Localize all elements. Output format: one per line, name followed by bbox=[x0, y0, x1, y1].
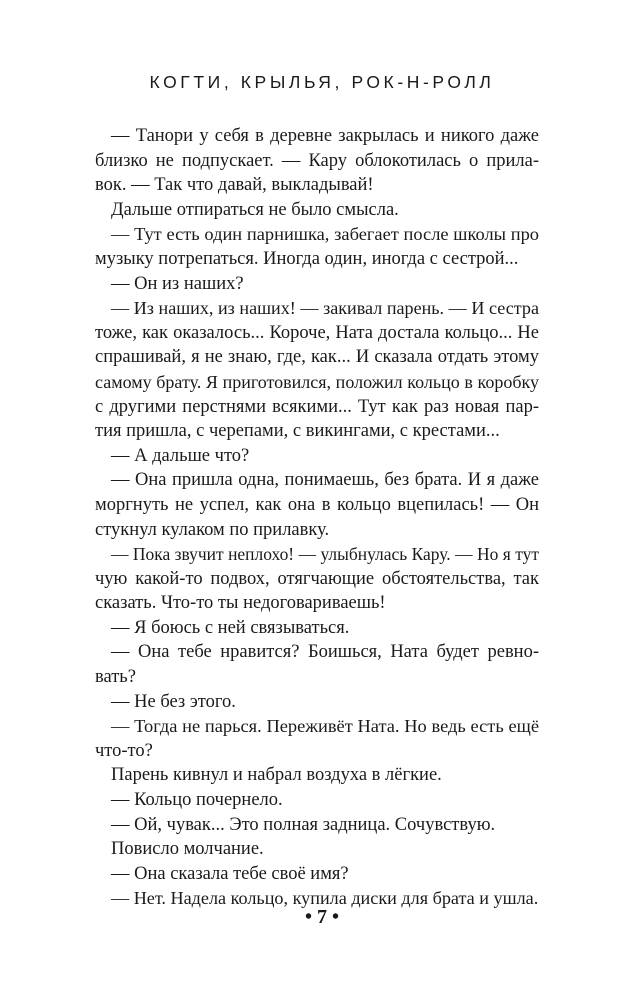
page-number: • 7 • bbox=[304, 906, 339, 928]
text-line: — Она тебе нравится? Боишься, Ната будет ревно- bbox=[111, 642, 539, 663]
text-line: самому брату. Я приготовился, положил кольцо в коробку bbox=[95, 371, 539, 392]
text-line: моргнуть не успел, как она в кольцо вцепилась! — Он bbox=[95, 494, 539, 515]
text-line: Повисло молчание. bbox=[111, 839, 264, 860]
text-line: — Тогда не парься. Переживёт Ната. Но ведь есть ещё bbox=[111, 716, 539, 737]
paragraph bbox=[95, 788, 539, 813]
text-line: близко не подпускает. — Кару облокотилась о прила- bbox=[95, 150, 539, 171]
paragraph bbox=[95, 616, 539, 641]
running-head: КОГТИ, КРЫЛЬЯ, РОК-Н-РОЛЛ bbox=[149, 72, 495, 92]
text-line: спрашивай, я не знаю, где, как... И сказала отдать этому bbox=[95, 347, 539, 368]
text-line: стукнул кулаком по прилавку. bbox=[95, 519, 330, 540]
paragraph bbox=[95, 763, 539, 788]
text-line: — Тут есть один парнишка, забегает после школы про bbox=[111, 224, 539, 245]
text-line: — Она пришла одна, понимаешь, без брата. И я даже bbox=[111, 470, 539, 491]
paragraph bbox=[95, 714, 539, 763]
paragraph bbox=[95, 222, 539, 271]
paragraph bbox=[95, 124, 539, 198]
text-line: — Она сказала тебе своё имя? bbox=[111, 863, 349, 884]
text-line: — А дальше что? bbox=[111, 445, 250, 466]
text-line: — Я боюсь с ней связываться. bbox=[111, 617, 350, 638]
text-line: Парень кивнул и набрал воздуха в лёгкие. bbox=[111, 765, 442, 786]
text-line: — Танори у себя в деревне закрылась и никого даже bbox=[111, 126, 539, 146]
text-line: — Кольцо почернело. bbox=[111, 790, 283, 811]
paragraph bbox=[95, 813, 539, 838]
paragraph bbox=[95, 468, 539, 542]
text-line: — Ой, чувак... Это полная задница. Сочувствую. bbox=[111, 814, 496, 835]
text-line: с другими перстнями всякими... Тут как раз новая пар- bbox=[95, 396, 539, 417]
text-line: вать? bbox=[95, 667, 136, 688]
body-text bbox=[95, 124, 539, 911]
text-line: сказать. Что-то ты недоговариваешь! bbox=[95, 593, 386, 614]
text-line: тоже, как оказалось... Короче, Ната достала кольцо... Не bbox=[95, 322, 539, 343]
paragraph bbox=[95, 690, 539, 715]
paragraph bbox=[95, 837, 539, 862]
paragraph bbox=[95, 296, 539, 444]
paragraph bbox=[95, 542, 539, 616]
paragraph bbox=[95, 198, 539, 223]
text-line: что-то? bbox=[95, 740, 153, 761]
text-line: чую какой-то подвох, отягчающие обстоятельства, так bbox=[95, 568, 539, 589]
text-line: вок. — Так что давай, выкладывай! bbox=[95, 175, 374, 196]
text-line: — Нет. Надела кольцо, купила диски для брата и ушла. bbox=[111, 888, 539, 909]
text-line: музыку потрепаться. Иногда один, иногда с сестрой... bbox=[95, 248, 519, 269]
text-line: — Пока звучит неплохо! — улыбнулась Кару. — Но я тут bbox=[111, 544, 539, 565]
text-line: тия пришла, с черепами, с викингами, с крестами... bbox=[95, 421, 500, 442]
paragraph bbox=[95, 444, 539, 469]
paragraph bbox=[95, 640, 539, 689]
text-line: — Не без этого. bbox=[111, 691, 236, 712]
text-line: — Он из наших? bbox=[111, 273, 244, 294]
text-line: Дальше отпираться не было смысла. bbox=[111, 199, 399, 220]
paragraph bbox=[95, 862, 539, 887]
text-line: — Из наших, из наших! — закивал парень. — И сестра bbox=[111, 298, 539, 319]
paragraph bbox=[95, 272, 539, 297]
